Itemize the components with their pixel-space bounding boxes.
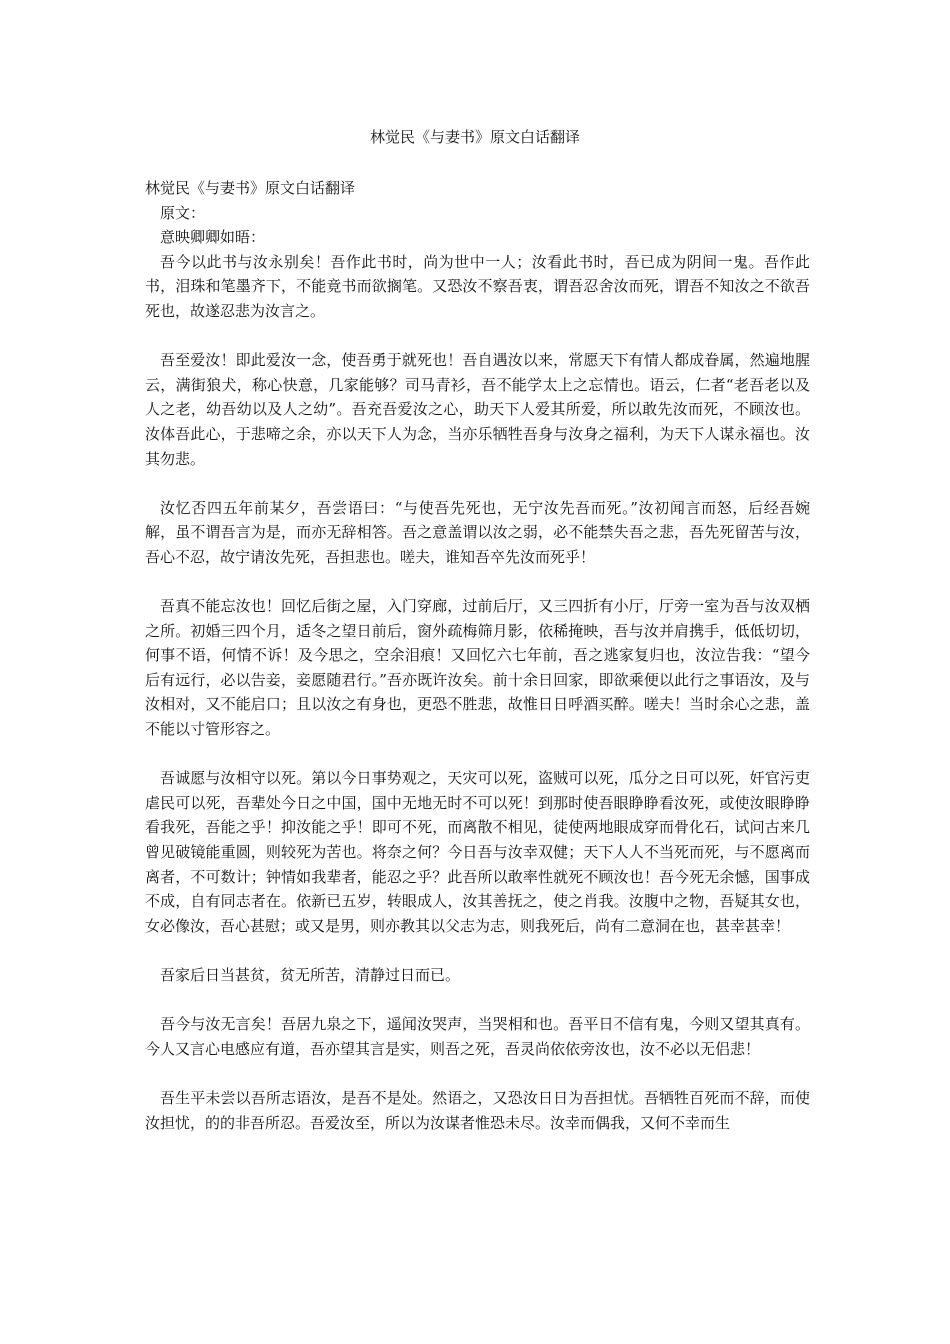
document-heading: 林觉民《与妻书》原文白话翻译 — [145, 179, 356, 197]
paragraph-gap — [145, 570, 810, 595]
paragraph-gap — [145, 988, 810, 1013]
paragraph-6: 吾家后日当甚贫，贫无所苦，清静过日而已。 — [160, 966, 461, 984]
paragraph-7: 吾今与汝无言矣！吾居九泉之下，遥闻汝哭声，当哭相和也。吾平日不信有鬼，今则又望其真有。今人又言心电感应有道，吾亦望其言是实，则吾之死，吾灵尚依依旁汝也，汝不必以无侣悲！ — [145, 1015, 810, 1058]
paragraph-4: 吾真不能忘汝也！回忆后街之屋，入门穿廊，过前后厅，又三四折有小厅，厅旁一室为吾与汝双栖之所。初婚三四个月，适冬之望日前后，窗外疏梅筛月影，依稀掩映，吾与汝并肩携手，低低切切，何事不语，何情不诉！及今思之，空余泪痕！又回忆六七年前，吾之逃家复归也，汝泣告我：“望今后有远行，必以告妾，妾愿随君行。”吾亦既许汝矣。前十余日回家，即欲乘便以此行之事语汝，及与汝相对，又不能启口；且以汝之有身也，更恐不胜悲，故惟日日呼酒买醉。嗟夫！当时余心之悲，盖不能以寸管形容之。 — [145, 597, 810, 739]
page-title: 林觉民《与妻书》原文白话翻译 — [369, 128, 580, 146]
paragraph-gap — [145, 324, 810, 349]
paragraph-gap — [145, 938, 810, 963]
document-body — [145, 176, 810, 1135]
salutation: 意映卿卿如晤： — [160, 228, 266, 247]
section-label-original: 原文： — [160, 203, 206, 222]
paragraph-2: 吾至爱汝！即此爱汝一念，使吾勇于就死也！吾自遇汝以来，常愿天下有情人都成眷属，然遍地腥云，满街狼犬，称心快意，几家能够？司马青衫，吾不能学太上之忘情也。语云，仁者“老吾老以及人之老，幼吾幼以及人之幼”。吾充吾爱汝之心，助天下人爱其所爱，所以敢先汝而死，不顾汝也。汝体吾此心，于悲啼之余，亦以天下人为念，当亦乐牺牲吾身与汝身之福利，为天下人谋永福也。汝其勿悲。 — [145, 351, 810, 468]
paragraph-5: 吾诚愿与汝相守以死。第以今日事势观之，天灾可以死，盗贼可以死，瓜分之日可以死，奸官污吏虐民可以死，吾辈处今日之中国，国中无地无时不可以死！到那时使吾眼睁睁看汝死，或使汝眼睁睁看我死，吾能之乎！抑汝能之乎！即可不死，而离散不相见，徒使两地眼成穿而骨化石，试问古来几曾见破镜能重圆，则较死为苦也。将奈之何？今日吾与汝幸双健；天下人人不当死而死，与不愿离而离者，不可数计；钟情如我辈者，能忍之乎？此吾所以敢率性就死不顾汝也！吾今死无余憾，国事成不成，自有同志者在。依新已五岁，转眼成人，汝其善抚之，使之肖我。汝腹中之物，吾疑其女也，女必像汝，吾心甚慰；或又是男，则亦教其以父志为志，则我死后，尚有二意洞在也，甚幸甚幸！ — [145, 769, 810, 935]
paragraph-8: 吾生平未尝以吾所志语汝，是吾不是处。然语之，又恐汝日日为吾担忧。吾牺牲百死而不辞，而使汝担忧，的的非吾所忍。吾爱汝至，所以为汝谋者惟恐未尽。汝幸而偶我，又何不幸而生 — [145, 1088, 810, 1132]
paragraph-gap — [145, 742, 810, 767]
paragraph-gap — [145, 471, 810, 496]
paragraph-1: 吾今以此书与汝永别矣！吾作此书时，尚为世中一人；汝看此书时，吾已成为阴间一鬼。吾作此书，泪珠和笔墨齐下，不能竟书而欲搁笔。又恐汝不察吾衷，谓吾忍舍汝而死，谓吾不知汝之不欲吾死也，故遂忍悲为汝言之。 — [145, 252, 810, 320]
paragraph-3: 汝忆否四五年前某夕，吾尝语曰：“与使吾先死也，无宁汝先吾而死。”汝初闻言而怒，后经吾婉解，虽不谓吾言为是，而亦无辞相答。吾之意盖谓以汝之弱，必不能禁失吾之悲，吾先死留苦与汝，吾心不忍，故宁请汝先死，吾担悲也。嗟夫，谁知吾卒先汝而死乎！ — [145, 498, 810, 566]
paragraph-gap — [145, 1061, 810, 1086]
